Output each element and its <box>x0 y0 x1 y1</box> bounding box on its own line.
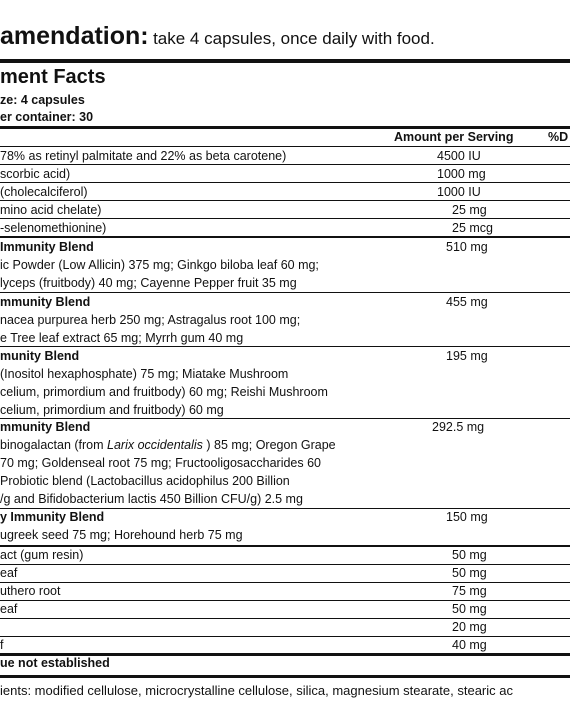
ingredient-amount: 50 mg <box>452 602 487 616</box>
species-name: Larix occidentalis <box>107 438 203 452</box>
blend-line: ugreek seed 75 mg; Horehound herb 75 mg <box>0 528 243 542</box>
blend-title: mmunity Blend <box>0 295 91 309</box>
column-header-amount: Amount per Serving <box>394 130 514 144</box>
divider <box>0 200 570 201</box>
blend-title: Immunity Blend <box>0 240 94 254</box>
blend-amount: 195 mg <box>446 349 488 363</box>
ingredient-name: eaf <box>0 602 18 616</box>
nutrient-name: mino acid chelate) <box>0 203 102 217</box>
blend-title: y Immunity Blend <box>0 510 105 524</box>
servings-per-container: er container: 30 <box>0 110 94 124</box>
blend-amount: 150 mg <box>446 510 488 524</box>
divider <box>0 564 570 565</box>
ingredient-amount: 50 mg <box>452 566 487 580</box>
divider <box>0 582 570 583</box>
recommendation-text: take 4 capsules, once daily with food. <box>153 29 435 48</box>
ingredient-amount: 40 mg <box>452 638 487 652</box>
blend-line-text: binogalactan (from <box>0 438 108 452</box>
divider <box>0 618 570 619</box>
ingredient-name: eaf <box>0 566 18 580</box>
serving-size: ze: 4 capsules <box>0 93 85 107</box>
blend-amount: 292.5 mg <box>432 420 485 434</box>
blend-block <box>0 238 319 292</box>
ingredient-amount: 75 mg <box>452 584 487 598</box>
nutrient-name: (cholecalciferol) <box>0 185 88 199</box>
nutrient-amount: 4500 IU <box>437 149 481 163</box>
blend-line <box>0 436 336 454</box>
nutrient-amount: 1000 IU <box>437 185 481 199</box>
blend-line: Probiotic blend (Lactobacillus acidophilus 200 Billion <box>0 474 290 488</box>
ingredient-amount: 20 mg <box>452 620 487 634</box>
nutrient-amount: 1000 mg <box>437 167 486 181</box>
ingredient-amount: 50 mg <box>452 548 487 562</box>
blend-title: munity Blend <box>0 349 80 363</box>
blend-line: /g and Bifidobacterium lactis 450 Billion CFU/g) 2.5 mg <box>0 492 303 506</box>
recommendation-label: amendation: <box>0 22 149 50</box>
divider <box>0 182 570 183</box>
divider <box>0 218 570 219</box>
blend-line: (Inositol hexaphosphate) 75 mg; Miatake Mushroom <box>0 367 289 381</box>
footnote: ue not established <box>0 656 110 670</box>
blend-amount: 455 mg <box>446 295 488 309</box>
blend-block <box>0 347 328 419</box>
top-thick-rule <box>0 59 570 63</box>
divider <box>0 146 570 147</box>
blend-title: mmunity Blend <box>0 420 91 434</box>
blend-block <box>0 508 243 544</box>
nutrient-name: 78% as retinyl palmitate and 22% as beta carotene) <box>0 149 287 163</box>
blend-block <box>0 418 336 508</box>
nutrient-name: scorbic acid) <box>0 167 71 181</box>
divider <box>0 636 570 637</box>
bottom-thick-rule <box>0 675 570 678</box>
header-thick-rule <box>0 126 570 129</box>
blend-line: 70 mg; Goldenseal root 75 mg; Fructooligosaccharides 60 <box>0 456 322 470</box>
blend-amount: 510 mg <box>446 240 488 254</box>
panel-title: ment Facts <box>0 66 106 88</box>
blend-line: lyceps (fruitbody) 40 mg; Cayenne Pepper fruit 35 mg <box>0 276 297 290</box>
blend-line: nacea purpurea herb 250 mg; Astragalus root 100 mg; <box>0 313 301 327</box>
blend-line: ic Powder (Low Allicin) 375 mg; Ginkgo biloba leaf 60 mg; <box>0 258 319 272</box>
nutrient-amount: 25 mg <box>452 203 487 217</box>
other-ingredients: ients: modified cellulose, microcrystalline cellulose, silica, magnesium stearate, stearic ac <box>0 683 513 698</box>
blend-line: celium, primordium and fruitbody) 60 mg; Reishi Mushroom <box>0 385 328 399</box>
blend-line: celium, primordium and fruitbody) 60 mg <box>0 403 224 417</box>
nutrient-name: -selenomethionine) <box>0 221 107 235</box>
blend-line-text: ) 85 mg; Oregon Grape <box>202 438 336 452</box>
ingredient-name: act (gum resin) <box>0 548 84 562</box>
blend-block <box>0 293 300 347</box>
extras-section-rule <box>0 545 570 547</box>
recommendation-line <box>0 22 435 51</box>
blend-line: e Tree leaf extract 65 mg; Myrrh gum 40 mg <box>0 331 244 345</box>
divider <box>0 164 570 165</box>
nutrient-amount: 25 mcg <box>452 221 493 235</box>
divider <box>0 600 570 601</box>
column-header-dv: %D <box>548 130 569 144</box>
ingredient-name: f <box>0 638 4 652</box>
ingredient-name: uthero root <box>0 584 61 598</box>
